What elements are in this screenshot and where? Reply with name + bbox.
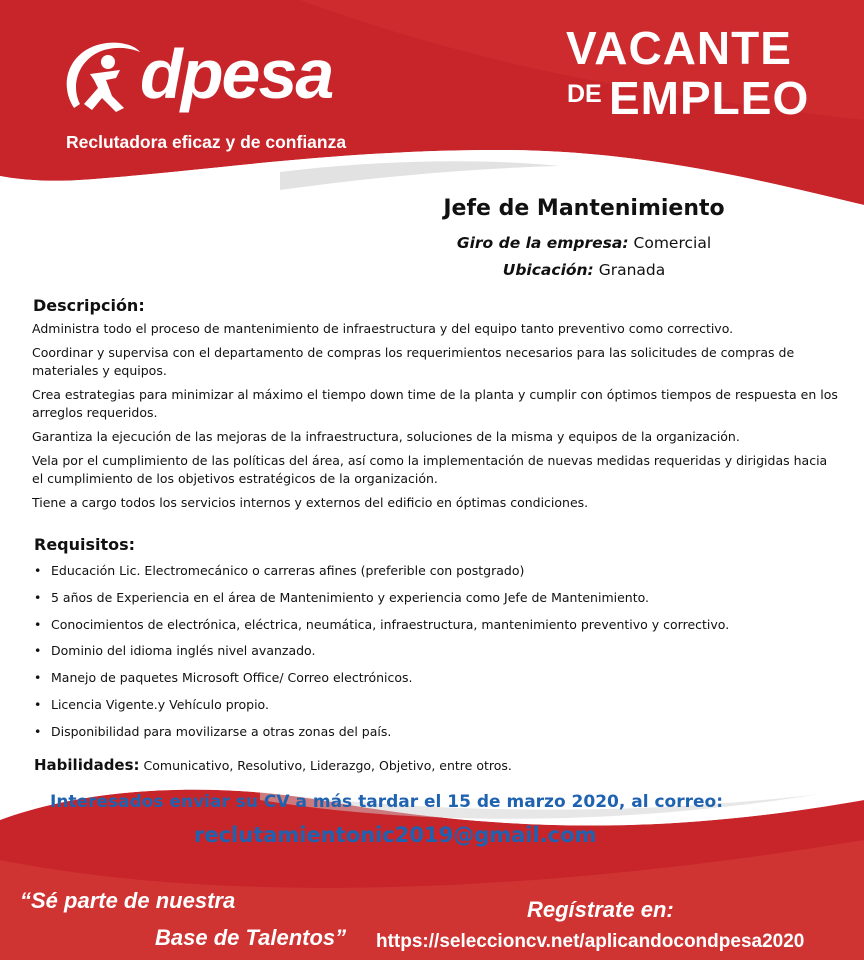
- register-url[interactable]: https://seleccioncv.net/aplicandocondpesa2020: [376, 931, 805, 952]
- running-person-logo-icon: [56, 38, 144, 120]
- description-heading: Descripción:: [33, 296, 145, 315]
- vacante-heading: VACANTE: [566, 22, 792, 74]
- apply-instructions: Interesados enviar su CV a más tardar el 15 de marzo 2020, al correo:: [50, 792, 723, 812]
- requirement-item: • Educación Lic. Electromecánico o carreras afines (preferible con postgrado): [32, 562, 812, 589]
- description-list: [32, 320, 840, 518]
- contact-email[interactable]: reclutamientonic2019@gmail.com: [194, 823, 597, 847]
- job-location: [360, 261, 808, 279]
- description-item: Vela por el cumplimiento de las políticas del área, así como la implementación de nuevas medidas requeridas y dirigidas hacia el cumplimiento de los objetivos estratégicos de la organización.: [32, 453, 828, 486]
- job-title: Jefe de Mantenimiento: [443, 196, 725, 221]
- slogan-line-2: Base de Talentos”: [155, 925, 347, 950]
- slogan-line-1: “Sé parte de nuestra: [20, 888, 236, 913]
- requirements-list: [32, 562, 812, 750]
- company-sector: [360, 234, 808, 252]
- company-sector-value: Comercial: [633, 234, 712, 252]
- empleo-heading: EMPLEO: [609, 72, 810, 124]
- description-item: Crea estrategias para minimizar al máximo el tiempo down time de la planta y cumplir con óptimos tiempos de respuesta en los arreglos requeridos.: [32, 387, 838, 420]
- requirement-item: • Licencia Vigente.y Vehículo propio.: [32, 696, 812, 723]
- job-location-label: Ubicación:: [502, 261, 594, 279]
- brand-name: dpesa: [140, 35, 333, 113]
- requirement-item: • Conocimientos de electrónica, eléctrica, neumática, infraestructura, mantenimiento preventivo y correctivo.: [32, 616, 812, 643]
- description-item: Garantiza la ejecución de las mejoras de la infraestructura, soluciones de la misma y equipos de la organización.: [32, 429, 740, 444]
- requirement-item: • Disponibilidad para movilizarse a otras zonas del país.: [32, 723, 812, 750]
- job-location-value: Granada: [598, 261, 666, 279]
- register-label: Regístrate en:: [527, 897, 674, 922]
- skills-label: Habilidades:: [34, 756, 140, 774]
- requirement-item: • Manejo de paquetes Microsoft Office/ Correo electrónicos.: [32, 669, 812, 696]
- requirement-item: • 5 años de Experiencia en el área de Mantenimiento y experiencia como Jefe de Mantenimiento.: [32, 589, 812, 616]
- description-item: Coordinar y supervisa con el departamento de compras los requerimientos necesarios para las solicitudes de compras de materiales y equipos.: [32, 345, 795, 378]
- tagline: Reclutadora eficaz y de confianza: [66, 132, 347, 152]
- requirements-heading: Requisitos:: [34, 535, 136, 554]
- skills: [34, 756, 512, 774]
- company-sector-label: Giro de la empresa:: [456, 234, 629, 252]
- description-item: Tiene a cargo todos los servicios internos y externos del edificio en óptimas condiciones.: [32, 495, 589, 510]
- skills-value: Comunicativo, Resolutivo, Liderazgo, Objetivo, entre otros.: [143, 758, 512, 773]
- de-heading: DE: [567, 80, 602, 108]
- requirement-item: • Dominio del idioma inglés nivel avanzado.: [32, 642, 812, 669]
- description-item: Administra todo el proceso de mantenimiento de infraestructura y del equipo tanto preventivo como correctivo.: [32, 321, 734, 336]
